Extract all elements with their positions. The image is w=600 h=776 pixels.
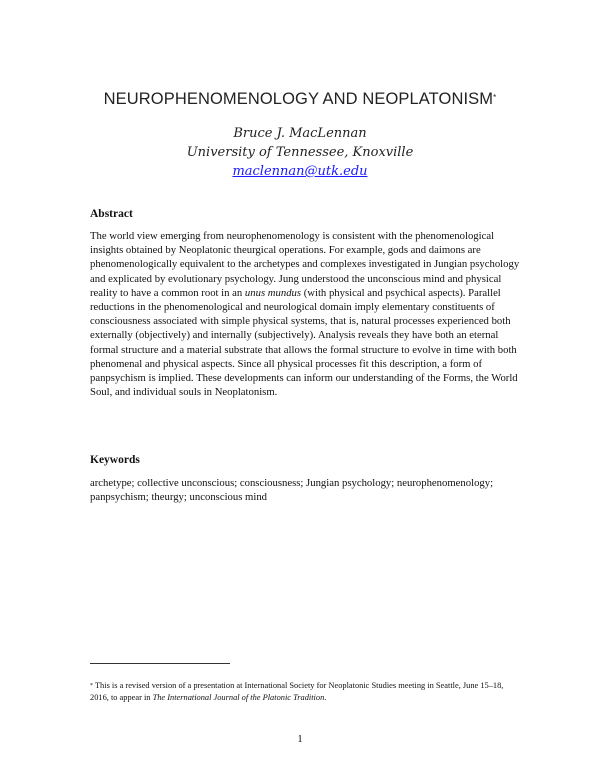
- title-footnote-marker[interactable]: *: [493, 93, 497, 102]
- paper-title: [0, 89, 600, 109]
- abstract-body: [90, 229, 520, 399]
- abstract-text-part1: The world view emerging from neurophenomenology is consistent with the phenomenological insights obtained by Neoplatonic theurgical operations. For example, gods and daimons are phenomenologically equivalent to the archetypes and complexes investigated in Jungian psychology and explicated by evolutionary psychology. Jung understood the unconscious mind and physical reality to have a common root in an: [90, 230, 520, 299]
- footnote: [90, 680, 515, 704]
- footnote-journal-title: The International Journal of the Platonic Tradition: [152, 693, 325, 702]
- footnote-text-part2: .: [324, 693, 327, 702]
- author-email-link[interactable]: maclennan@utk.edu: [232, 164, 368, 179]
- abstract-text-part2: (with physical and psychical aspects). Parallel reductions in the phenomenological and neurological domain imply elementary constituents of consciousness associated with simple physical systems, that is, natural processes experienced both externally (objectively) and internally (subjectively). Analysis reveals they have both an eternal formal structure and a material substrate that allows the formal structure to evolve in time with both phenomenal and physical aspects. Since all physical processes fit this description, a form of panpsychism is implied. These developments can inform our understanding of the Forms, the World Soul, and individual souls in Neoplatonism.: [90, 286, 518, 399]
- footnote-text-part1: This is a revised version of a presentation at International Society for Neoplatonic Studies meeting in Seattle, June 15–18, 2016, to appear in: [90, 681, 504, 702]
- author-name: Bruce J. MacLennan: [233, 126, 367, 141]
- page-number: 1: [297, 733, 303, 745]
- abstract-text-italic: unus mundus: [244, 286, 302, 299]
- keywords-heading: Keywords: [90, 454, 140, 466]
- author-affiliation: University of Tennessee, Knoxville: [186, 145, 414, 160]
- author-block: [0, 124, 600, 181]
- abstract-heading: Abstract: [90, 208, 133, 220]
- keywords-body: archetype; collective unconscious; consciousness; Jungian psychology; neurophenomenology; panpsychism; theurgy; unconscious mind: [90, 477, 494, 504]
- footnote-marker: *: [90, 683, 93, 689]
- footnote-divider: [90, 663, 230, 664]
- paper-title-text: NEUROPHENOMENOLOGY AND NEOPLATONISM: [103, 90, 494, 108]
